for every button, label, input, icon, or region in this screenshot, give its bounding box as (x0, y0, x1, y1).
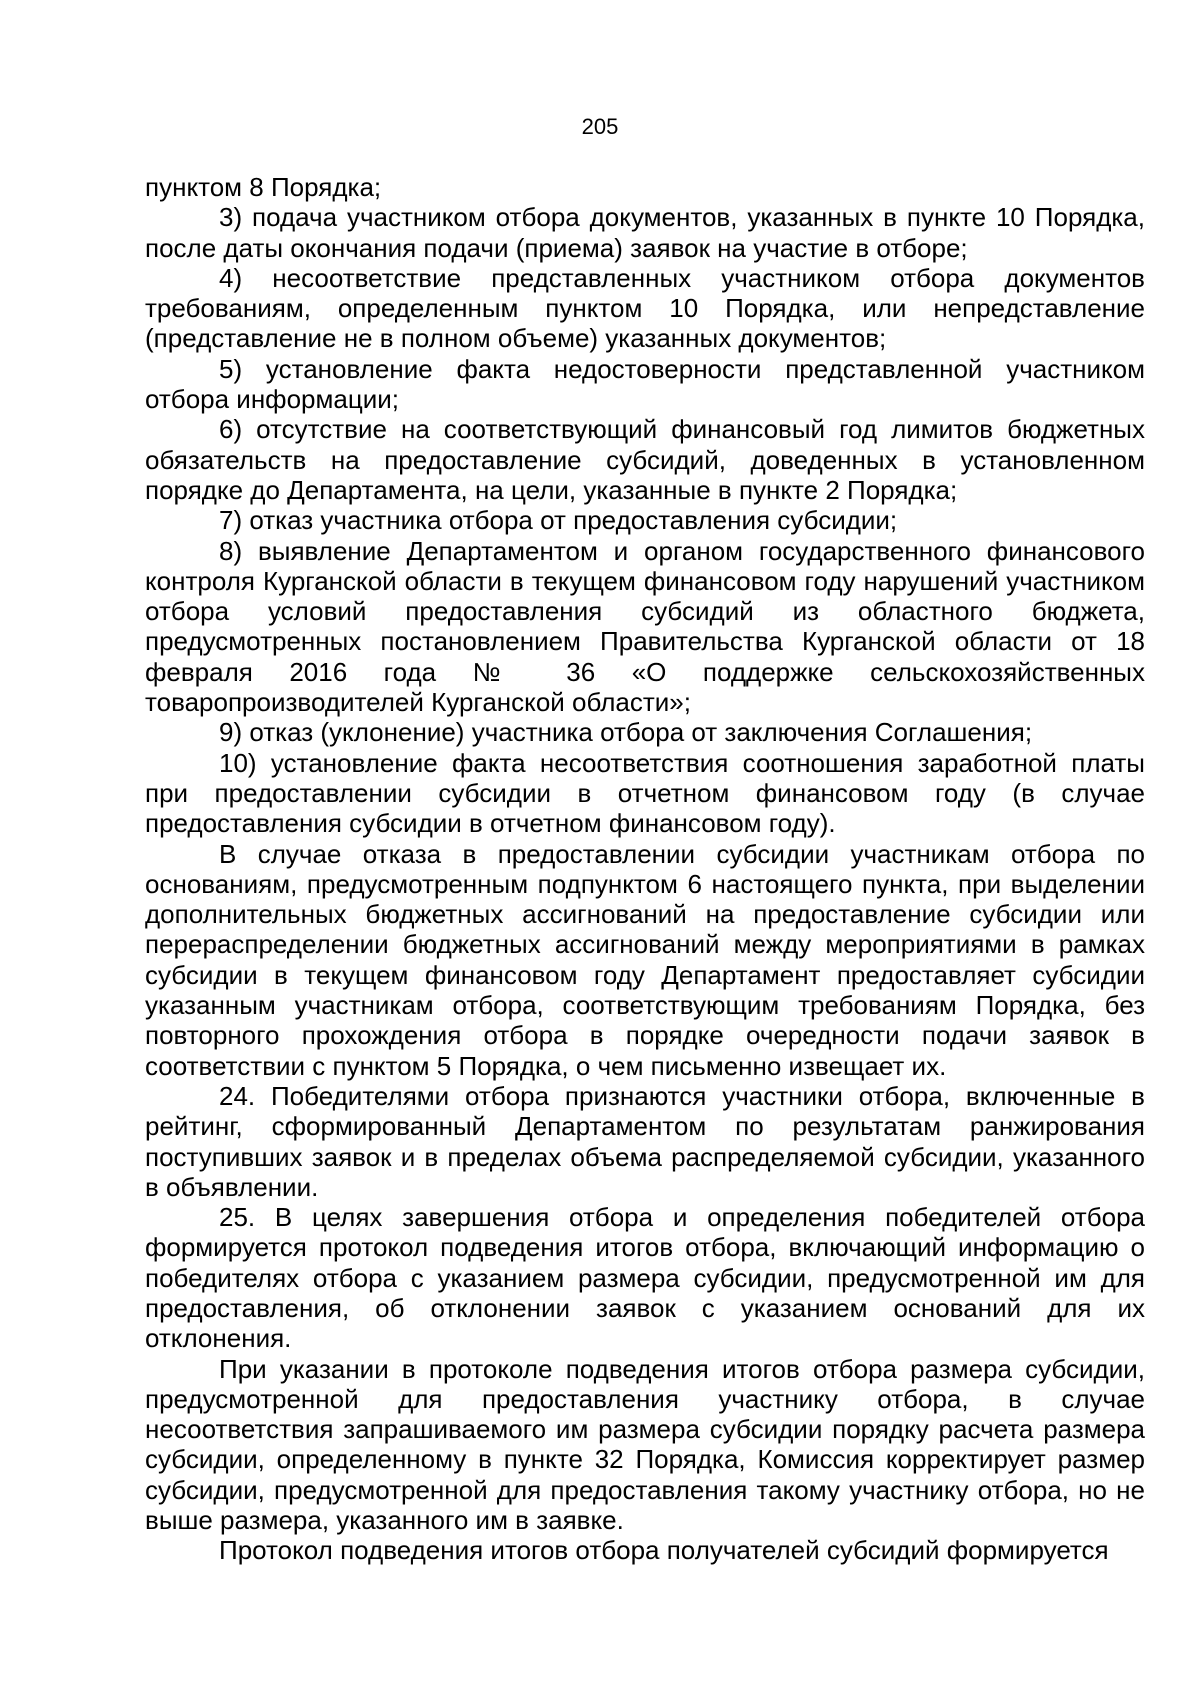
paragraph-item-4: 4) несоответствие представленных участником отбора документов требованиям, определенным пунктом 10 Порядка, или непредставление (представление не в полном объеме) указанных документов; (145, 262, 1145, 354)
paragraph-item-8: 8) выявление Департаментом и органом государственного финансового контроля Курганской области в текущем финансовом году нарушений участником отбора условий предоставления субсидий из областного бюджета, предусмотренных постановлением Правительства Курганской области от 18 февраля 2016 года № 36 «О поддержке сельскохозяйственных товаропроизводителей Курганской области»; (145, 535, 1145, 718)
paragraph-protocol-formation: Протокол подведения итогов отбора получателей субсидий формируется (219, 1535, 1109, 1566)
document-body (145, 172, 1145, 1566)
paragraph-item-6: 6) отсутствие на соответствующий финансовый год лимитов бюджетных обязательств на предоставление субсидий, доведенных в установленном порядке до Департамента, на цели, указанные в пункте 2 Порядка; (145, 414, 1145, 505)
paragraph-item-10: 10) установление факта несоответствия соотношения заработной платы при предоставлении субсидии в отчетном финансовом году (в случае предоставления субсидии в отчетном финансовом году). (145, 747, 1145, 839)
paragraph-item-7: 7) отказ участника отбора от предоставления субсидии; (219, 505, 898, 536)
paragraph-item-9: 9) отказ (уклонение) участника отбора от заключения Соглашения; (219, 717, 1033, 748)
paragraph-item-5: 5) установление факта недостоверности представленной участником отбора информации; (145, 353, 1145, 415)
page-number: 205 (581, 114, 619, 139)
paragraph-protocol-correction: При указании в протоколе подведения итогов отбора размера субсидии, предусмотренной для предоставления участнику отбора, в случае несоответствия запрашиваемого им размера субсидии порядку расчета размера субсидии, определенному в пункте 32 Порядка, Комиссия корректирует размер субсидии, предусмотренной для предоставления такому участнику отбора, но не выше размера, указанного им в заявке. (145, 1353, 1145, 1536)
paragraph-refusal-case: В случае отказа в предоставлении субсидии участникам отбора по основаниям, предусмотренным подпунктом 6 настоящего пункта, при выделении дополнительных бюджетных ассигнований на предоставление субсидии или перераспределении бюджетных ассигнований между мероприятиями в рамках субсидии в текущем финансовом году Департамент предоставляет субсидии указанным участникам отбора, соответствующим требованиям Порядка, без повторного прохождения отбора в порядке очередности подачи заявок в соответствии с пунктом 5 Порядка, о чем письменно извещает их. (145, 838, 1145, 1081)
paragraph-item-3: 3) подача участником отбора документов, указанных в пункте 10 Порядка, после даты окончания подачи (приема) заявок на участие в отборе; (145, 202, 1145, 263)
paragraph-continuation: пунктом 8 Порядка; (145, 172, 382, 202)
paragraph-clause-24: 24. Победителями отбора признаются участники отбора, включенные в рейтинг, сформированный Департаментом по результатам ранжирования поступивших заявок и в пределах объема распределяемой субсидии, указанного в объявлении. (145, 1080, 1145, 1202)
paragraph-clause-25: 25. В целях завершения отбора и определения победителей отбора формируется протокол подведения итогов отбора, включающий информацию о победителях отбора с указанием размера субсидии, предусмотренной им для предоставления, об отклонении заявок с указанием оснований для их отклонения. (145, 1202, 1145, 1354)
